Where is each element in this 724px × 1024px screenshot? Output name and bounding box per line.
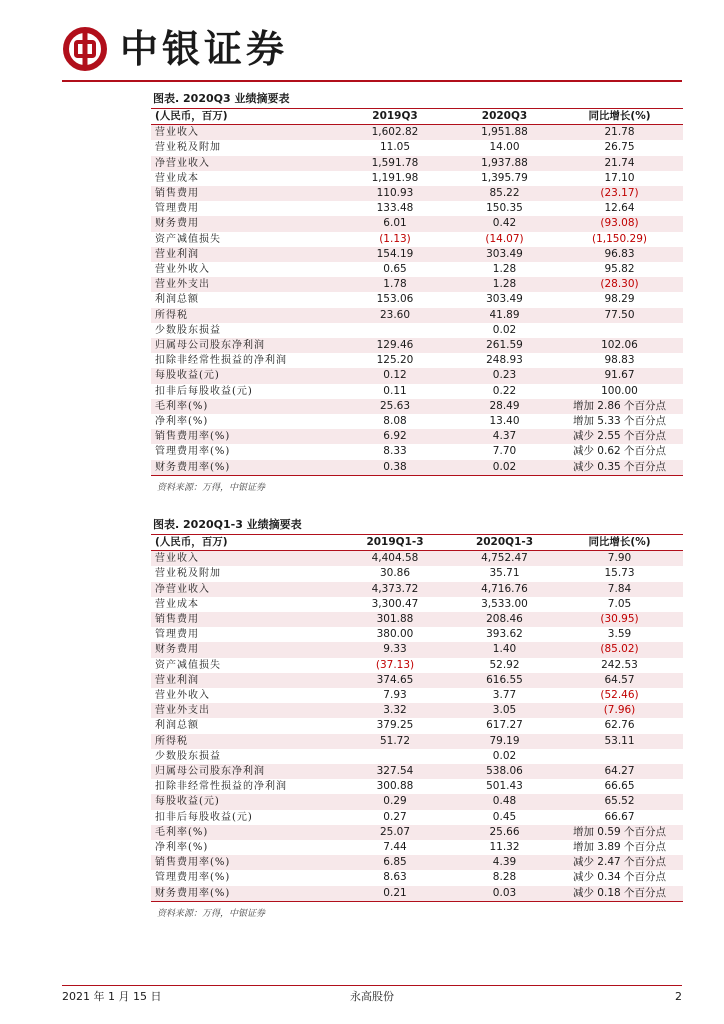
- table-row: [151, 308, 683, 323]
- table-row: [151, 612, 683, 627]
- row-label: 营业税及附加: [151, 140, 337, 155]
- table-cell: 8.63: [337, 870, 453, 885]
- table-row: [151, 277, 683, 292]
- row-label: 少数股东损益: [151, 323, 337, 338]
- table-cell: 1,937.88: [453, 156, 556, 171]
- table-cell: (23.17): [556, 186, 683, 201]
- table-cell: 66.67: [556, 810, 683, 825]
- summary-table-q1-3-section: [151, 516, 683, 919]
- page-footer: [62, 989, 682, 1005]
- footer-divider: [62, 985, 682, 986]
- table-row: [151, 186, 683, 201]
- table-cell: 30.86: [337, 566, 453, 581]
- table-row: [151, 216, 683, 231]
- table-cell: 1,591.78: [337, 156, 453, 171]
- table-cell: 0.65: [337, 262, 453, 277]
- row-label: 毛利率(%): [151, 399, 337, 414]
- table-cell: [556, 749, 683, 764]
- column-header: 2020Q1-3: [453, 535, 556, 551]
- table-cell: 14.00: [453, 140, 556, 155]
- table-cell: 77.50: [556, 308, 683, 323]
- row-label: 净营业收入: [151, 582, 337, 597]
- row-label: 所得税: [151, 308, 337, 323]
- table-cell: 3.59: [556, 627, 683, 642]
- table-row: [151, 597, 683, 612]
- table-row: [151, 779, 683, 794]
- report-date: 2021 年 1 月 15 日: [62, 990, 162, 1003]
- table-row: [151, 855, 683, 870]
- summary-table-q1-3: [151, 535, 683, 901]
- table-cell: 4,716.76: [453, 582, 556, 597]
- row-label: 每股收益(元): [151, 368, 337, 383]
- table-row: [151, 460, 683, 475]
- table-title: 图表. 2020Q3 业绩摘要表: [151, 90, 683, 109]
- table-cell: 1,602.82: [337, 125, 453, 141]
- table-row: [151, 156, 683, 171]
- row-label: 净利率(%): [151, 840, 337, 855]
- row-label: 营业外支出: [151, 277, 337, 292]
- table-cell: 21.78: [556, 125, 683, 141]
- table-cell: 0.03: [453, 886, 556, 901]
- row-label: 销售费用: [151, 186, 337, 201]
- table-row: [151, 810, 683, 825]
- table-cell: 327.54: [337, 764, 453, 779]
- table-cell: 242.53: [556, 658, 683, 673]
- table-cell: 110.93: [337, 186, 453, 201]
- table-row: [151, 764, 683, 779]
- company-name: 永高股份: [350, 990, 394, 1003]
- table-cell: 301.88: [337, 612, 453, 627]
- table-cell: 64.27: [556, 764, 683, 779]
- table-row: [151, 642, 683, 657]
- table-row: [151, 338, 683, 353]
- column-header: (人民币，百万): [151, 535, 337, 551]
- table-end-rule: [151, 901, 683, 902]
- table-cell: 100.00: [556, 384, 683, 399]
- table-row: [151, 323, 683, 338]
- table-cell: (1.13): [337, 232, 453, 247]
- row-label: 扣除非经常性损益的净利润: [151, 779, 337, 794]
- header-divider: [62, 80, 682, 82]
- table-cell: 8.33: [337, 444, 453, 459]
- row-label: 财务费用率(%): [151, 460, 337, 475]
- column-header: 2020Q3: [453, 109, 556, 125]
- table-row: [151, 368, 683, 383]
- table-header-row: [151, 535, 683, 551]
- table-cell: (37.13): [337, 658, 453, 673]
- table-cell: 增加 5.33 个百分点: [556, 414, 683, 429]
- table-cell: 25.63: [337, 399, 453, 414]
- table-cell: 150.35: [453, 201, 556, 216]
- row-label: 销售费用率(%): [151, 429, 337, 444]
- table-cell: (14.07): [453, 232, 556, 247]
- table-cell: 减少 0.34 个百分点: [556, 870, 683, 885]
- table-row: [151, 870, 683, 885]
- table-cell: 25.07: [337, 825, 453, 840]
- table-cell: 3,300.47: [337, 597, 453, 612]
- row-label: 每股收益(元): [151, 794, 337, 809]
- table-cell: 28.49: [453, 399, 556, 414]
- row-label: 利润总额: [151, 292, 337, 307]
- table-cell: [337, 323, 453, 338]
- table-cell: 4.39: [453, 855, 556, 870]
- table-cell: 减少 0.62 个百分点: [556, 444, 683, 459]
- table-cell: 减少 0.18 个百分点: [556, 886, 683, 901]
- table-cell: 102.06: [556, 338, 683, 353]
- table-row: [151, 627, 683, 642]
- row-label: 销售费用率(%): [151, 855, 337, 870]
- table-row: [151, 840, 683, 855]
- table-cell: 4,373.72: [337, 582, 453, 597]
- table-cell: 133.48: [337, 201, 453, 216]
- table-cell: 17.10: [556, 171, 683, 186]
- table-cell: (1,150.29): [556, 232, 683, 247]
- table-cell: 4.37: [453, 429, 556, 444]
- row-label: 所得税: [151, 734, 337, 749]
- row-label: 管理费用: [151, 627, 337, 642]
- table-cell: 1,951.88: [453, 125, 556, 141]
- source-note: 资料来源：万得，中银证券: [157, 482, 266, 493]
- table-cell: 0.11: [337, 384, 453, 399]
- table-cell: 153.06: [337, 292, 453, 307]
- table-cell: 1.78: [337, 277, 453, 292]
- table-cell: 303.49: [453, 247, 556, 262]
- row-label: 净利率(%): [151, 414, 337, 429]
- table-cell: 64.57: [556, 673, 683, 688]
- table-cell: (7.96): [556, 703, 683, 718]
- table-row: [151, 429, 683, 444]
- table-cell: 85.22: [453, 186, 556, 201]
- table-cell: 11.05: [337, 140, 453, 155]
- table-cell: 248.93: [453, 353, 556, 368]
- brand-name: 中银证券: [120, 26, 289, 71]
- table-cell: 79.19: [453, 734, 556, 749]
- row-label: 归属母公司股东净利润: [151, 764, 337, 779]
- table-row: [151, 688, 683, 703]
- row-label: 营业成本: [151, 597, 337, 612]
- table-cell: 增加 0.59 个百分点: [556, 825, 683, 840]
- source-note: 资料来源：万得，中银证券: [157, 908, 266, 919]
- column-header: (人民币，百万): [151, 109, 337, 125]
- table-end-rule: [151, 475, 683, 476]
- table-cell: 15.73: [556, 566, 683, 581]
- row-label: 毛利率(%): [151, 825, 337, 840]
- table-cell: 7.44: [337, 840, 453, 855]
- table-cell: 4,404.58: [337, 551, 453, 567]
- table-row: [151, 292, 683, 307]
- table-row: [151, 414, 683, 429]
- table-cell: 154.19: [337, 247, 453, 262]
- table-cell: 0.27: [337, 810, 453, 825]
- table-cell: 减少 2.55 个百分点: [556, 429, 683, 444]
- row-label: 营业外收入: [151, 688, 337, 703]
- table-cell: 6.85: [337, 855, 453, 870]
- table-cell: 7.70: [453, 444, 556, 459]
- table-cell: 9.33: [337, 642, 453, 657]
- row-label: 管理费用率(%): [151, 444, 337, 459]
- summary-table-q3: [151, 109, 683, 475]
- row-label: 净营业收入: [151, 156, 337, 171]
- table-row: [151, 673, 683, 688]
- row-label: 利润总额: [151, 718, 337, 733]
- table-cell: 8.08: [337, 414, 453, 429]
- table-cell: 0.29: [337, 794, 453, 809]
- table-title: 图表. 2020Q1-3 业绩摘要表: [151, 516, 683, 535]
- table-header-row: [151, 109, 683, 125]
- table-cell: (52.46): [556, 688, 683, 703]
- table-cell: 0.48: [453, 794, 556, 809]
- column-header: 2019Q1-3: [337, 535, 453, 551]
- row-label: 管理费用率(%): [151, 870, 337, 885]
- table-cell: 7.84: [556, 582, 683, 597]
- table-row: [151, 658, 683, 673]
- table-row: [151, 703, 683, 718]
- table-cell: 减少 2.47 个百分点: [556, 855, 683, 870]
- table-cell: (30.95): [556, 612, 683, 627]
- table-row: [151, 125, 683, 141]
- bank-of-china-logo-icon: [62, 26, 108, 72]
- table-cell: 增加 2.86 个百分点: [556, 399, 683, 414]
- table-cell: 0.21: [337, 886, 453, 901]
- row-label: 营业收入: [151, 125, 337, 141]
- table-cell: 52.92: [453, 658, 556, 673]
- table-cell: (28.30): [556, 277, 683, 292]
- table-cell: (93.08): [556, 216, 683, 231]
- table-cell: 501.43: [453, 779, 556, 794]
- table-row: [151, 551, 683, 567]
- table-cell: 1.40: [453, 642, 556, 657]
- table-cell: 3.05: [453, 703, 556, 718]
- page-header: [62, 26, 682, 78]
- table-row: [151, 247, 683, 262]
- table-cell: 21.74: [556, 156, 683, 171]
- table-row: [151, 262, 683, 277]
- table-cell: 减少 0.35 个百分点: [556, 460, 683, 475]
- row-label: 营业外收入: [151, 262, 337, 277]
- table-cell: 1,395.79: [453, 171, 556, 186]
- table-row: [151, 886, 683, 901]
- row-label: 扣除非经常性损益的净利润: [151, 353, 337, 368]
- column-header: 同比增长(%): [556, 535, 683, 551]
- table-cell: 208.46: [453, 612, 556, 627]
- table-row: [151, 384, 683, 399]
- table-row: [151, 825, 683, 840]
- table-cell: 617.27: [453, 718, 556, 733]
- table-cell: 8.28: [453, 870, 556, 885]
- table-cell: 96.83: [556, 247, 683, 262]
- table-cell: 增加 3.89 个百分点: [556, 840, 683, 855]
- row-label: 归属母公司股东净利润: [151, 338, 337, 353]
- table-cell: 13.40: [453, 414, 556, 429]
- row-label: 资产减值损失: [151, 658, 337, 673]
- table-cell: 53.11: [556, 734, 683, 749]
- table-cell: 538.06: [453, 764, 556, 779]
- row-label: 财务费用: [151, 216, 337, 231]
- table-cell: 380.00: [337, 627, 453, 642]
- table-cell: 0.12: [337, 368, 453, 383]
- table-cell: 261.59: [453, 338, 556, 353]
- table-row: [151, 171, 683, 186]
- row-label: 资产减值损失: [151, 232, 337, 247]
- row-label: 少数股东损益: [151, 749, 337, 764]
- row-label: 财务费用率(%): [151, 886, 337, 901]
- table-cell: 129.46: [337, 338, 453, 353]
- table-cell: 616.55: [453, 673, 556, 688]
- table-row: [151, 734, 683, 749]
- table-cell: 0.02: [453, 460, 556, 475]
- table-cell: 65.52: [556, 794, 683, 809]
- table-row: [151, 566, 683, 581]
- table-cell: 95.82: [556, 262, 683, 277]
- table-cell: 374.65: [337, 673, 453, 688]
- table-cell: 7.93: [337, 688, 453, 703]
- table-cell: 23.60: [337, 308, 453, 323]
- table-cell: 98.83: [556, 353, 683, 368]
- table-row: [151, 582, 683, 597]
- row-label: 营业利润: [151, 673, 337, 688]
- row-label: 营业税及附加: [151, 566, 337, 581]
- table-cell: 1.28: [453, 262, 556, 277]
- row-label: 扣非后每股收益(元): [151, 810, 337, 825]
- table-row: [151, 232, 683, 247]
- summary-table-q3-section: [151, 90, 683, 493]
- table-row: [151, 353, 683, 368]
- row-label: 营业外支出: [151, 703, 337, 718]
- table-cell: 0.02: [453, 323, 556, 338]
- row-label: 财务费用: [151, 642, 337, 657]
- table-row: [151, 140, 683, 155]
- table-cell: 6.92: [337, 429, 453, 444]
- table-cell: 379.25: [337, 718, 453, 733]
- table-row: [151, 399, 683, 414]
- table-cell: (85.02): [556, 642, 683, 657]
- row-label: 营业收入: [151, 551, 337, 567]
- table-cell: 0.45: [453, 810, 556, 825]
- table-row: [151, 201, 683, 216]
- table-cell: 26.75: [556, 140, 683, 155]
- table-cell: 125.20: [337, 353, 453, 368]
- table-cell: 3.77: [453, 688, 556, 703]
- row-label: 营业成本: [151, 171, 337, 186]
- column-header: 2019Q3: [337, 109, 453, 125]
- table-cell: 25.66: [453, 825, 556, 840]
- table-cell: 3.32: [337, 703, 453, 718]
- page-number: 2: [675, 990, 682, 1003]
- table-cell: 393.62: [453, 627, 556, 642]
- table-cell: 0.38: [337, 460, 453, 475]
- table-row: [151, 749, 683, 764]
- table-cell: 41.89: [453, 308, 556, 323]
- row-label: 销售费用: [151, 612, 337, 627]
- table-cell: 11.32: [453, 840, 556, 855]
- table-cell: 12.64: [556, 201, 683, 216]
- table-cell: 0.22: [453, 384, 556, 399]
- table-cell: 7.05: [556, 597, 683, 612]
- table-cell: 6.01: [337, 216, 453, 231]
- table-cell: 303.49: [453, 292, 556, 307]
- table-cell: 0.02: [453, 749, 556, 764]
- table-cell: 62.76: [556, 718, 683, 733]
- table-cell: 98.29: [556, 292, 683, 307]
- table-cell: [337, 749, 453, 764]
- table-cell: 66.65: [556, 779, 683, 794]
- table-cell: 7.90: [556, 551, 683, 567]
- row-label: 扣非后每股收益(元): [151, 384, 337, 399]
- table-cell: 35.71: [453, 566, 556, 581]
- row-label: 管理费用: [151, 201, 337, 216]
- table-cell: 0.42: [453, 216, 556, 231]
- table-cell: 3,533.00: [453, 597, 556, 612]
- table-cell: 4,752.47: [453, 551, 556, 567]
- column-header: 同比增长(%): [556, 109, 683, 125]
- table-cell: 1,191.98: [337, 171, 453, 186]
- table-cell: 1.28: [453, 277, 556, 292]
- table-cell: 91.67: [556, 368, 683, 383]
- table-cell: [556, 323, 683, 338]
- table-row: [151, 444, 683, 459]
- row-label: 营业利润: [151, 247, 337, 262]
- table-cell: 0.23: [453, 368, 556, 383]
- table-cell: 51.72: [337, 734, 453, 749]
- table-row: [151, 794, 683, 809]
- table-cell: 300.88: [337, 779, 453, 794]
- table-row: [151, 718, 683, 733]
